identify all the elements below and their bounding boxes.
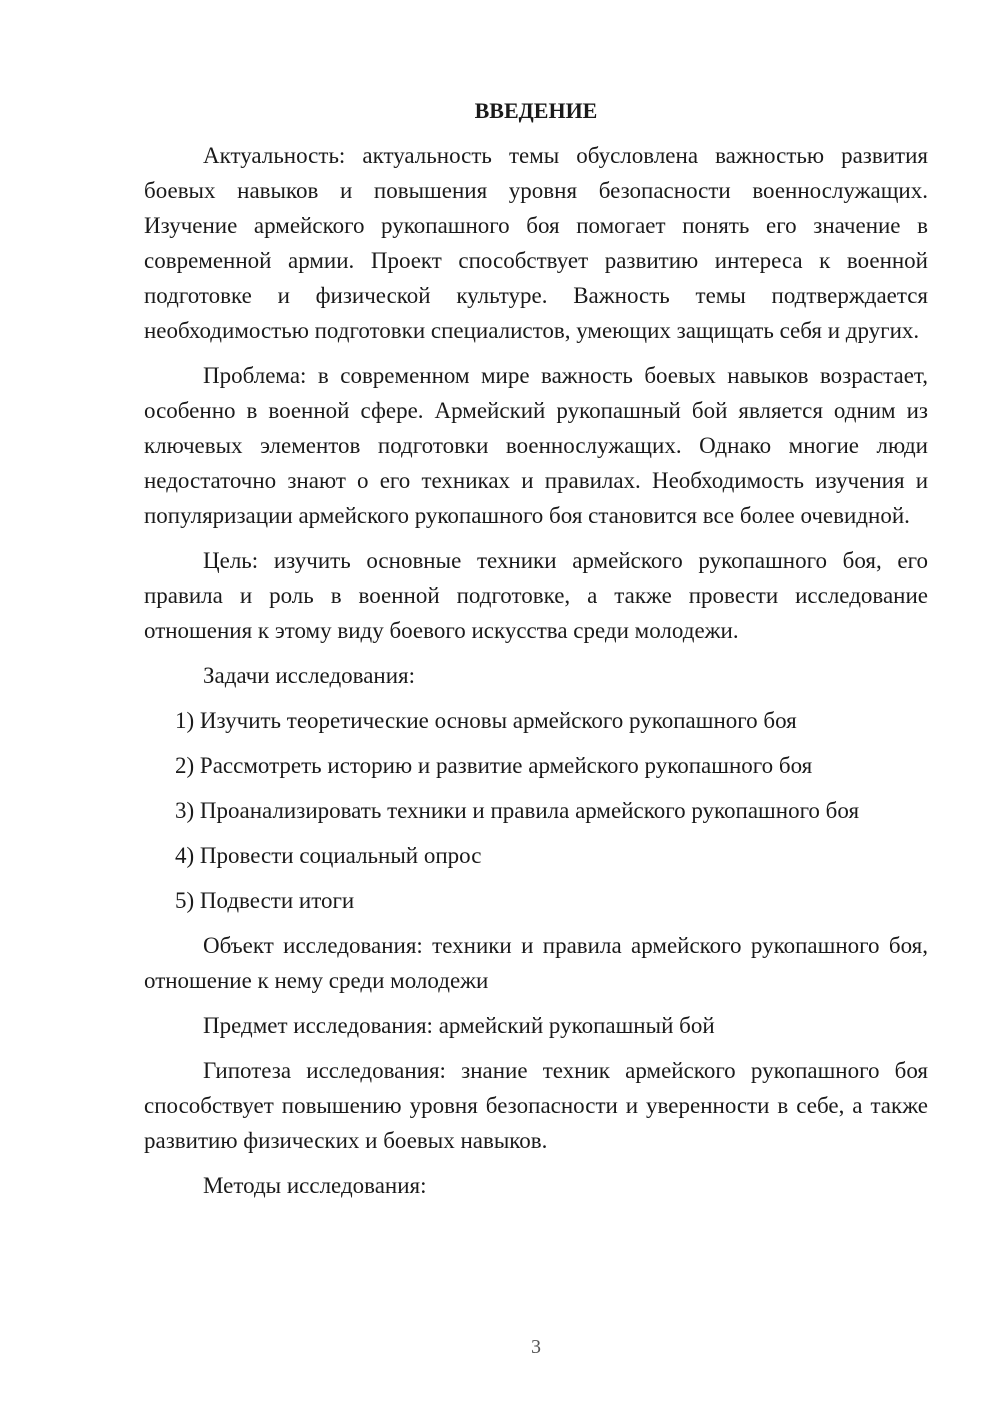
task-item: 2) Рассмотреть историю и развитие армейского рукопашного боя (175, 753, 813, 778)
page-number: 3 (531, 1336, 541, 1358)
paragraph-relevance: Актуальность: актуальность темы обусловлена важностью развития боевых навыков и повышения уровня безопасности военнослужащих. Изучение армейского рукопашного боя помогает понять его значение в современной армии. Проект способствует развитию интереса к военной подготовке и физической культуре. Важность темы подтверждается необходимостью подготовки специалистов, умеющих защищать себя и других. (144, 143, 928, 343)
page-content (144, 96, 928, 1213)
task-item: 5) Подвести итоги (175, 888, 355, 913)
section-title: ВВЕДЕНИЕ (474, 98, 598, 123)
paragraph-methods: Методы исследования: (203, 1173, 427, 1198)
paragraph-hypothesis: Гипотеза исследования: знание техник армейского рукопашного боя способствует повышению уровня безопасности и уверенности в себе, а также развитию физических и боевых навыков. (144, 1058, 928, 1153)
tasks-list (144, 703, 928, 918)
tasks-heading: Задачи исследования: (203, 663, 416, 688)
paragraph-subject: Предмет исследования: армейский рукопашный бой (203, 1013, 715, 1038)
task-item: 1) Изучить теоретические основы армейского рукопашного боя (175, 708, 797, 733)
paragraph-problem: Проблема: в современном мире важность боевых навыков возрастает, особенно в военной сфере. Армейский рукопашный бой является одним из ключевых элементов подготовки военнослужащих. Однако многие люди недостаточно знают о его техниках и правилах. Необходимость изучения и популяризации армейского рукопашного боя становится все более очевидной. (144, 363, 928, 528)
task-item: 3) Проанализировать техники и правила армейского рукопашного боя (175, 798, 860, 823)
paragraph-goal: Цель: изучить основные техники армейского рукопашного боя, его правила и роль в военной подготовке, а также провести исследование отношения к этому виду боевого искусства среди молодежи. (144, 548, 928, 643)
paragraph-object: Объект исследования: техники и правила армейского рукопашного боя, отношение к нему среди молодежи (144, 933, 928, 993)
task-item: 4) Провести социальный опрос (175, 843, 482, 868)
